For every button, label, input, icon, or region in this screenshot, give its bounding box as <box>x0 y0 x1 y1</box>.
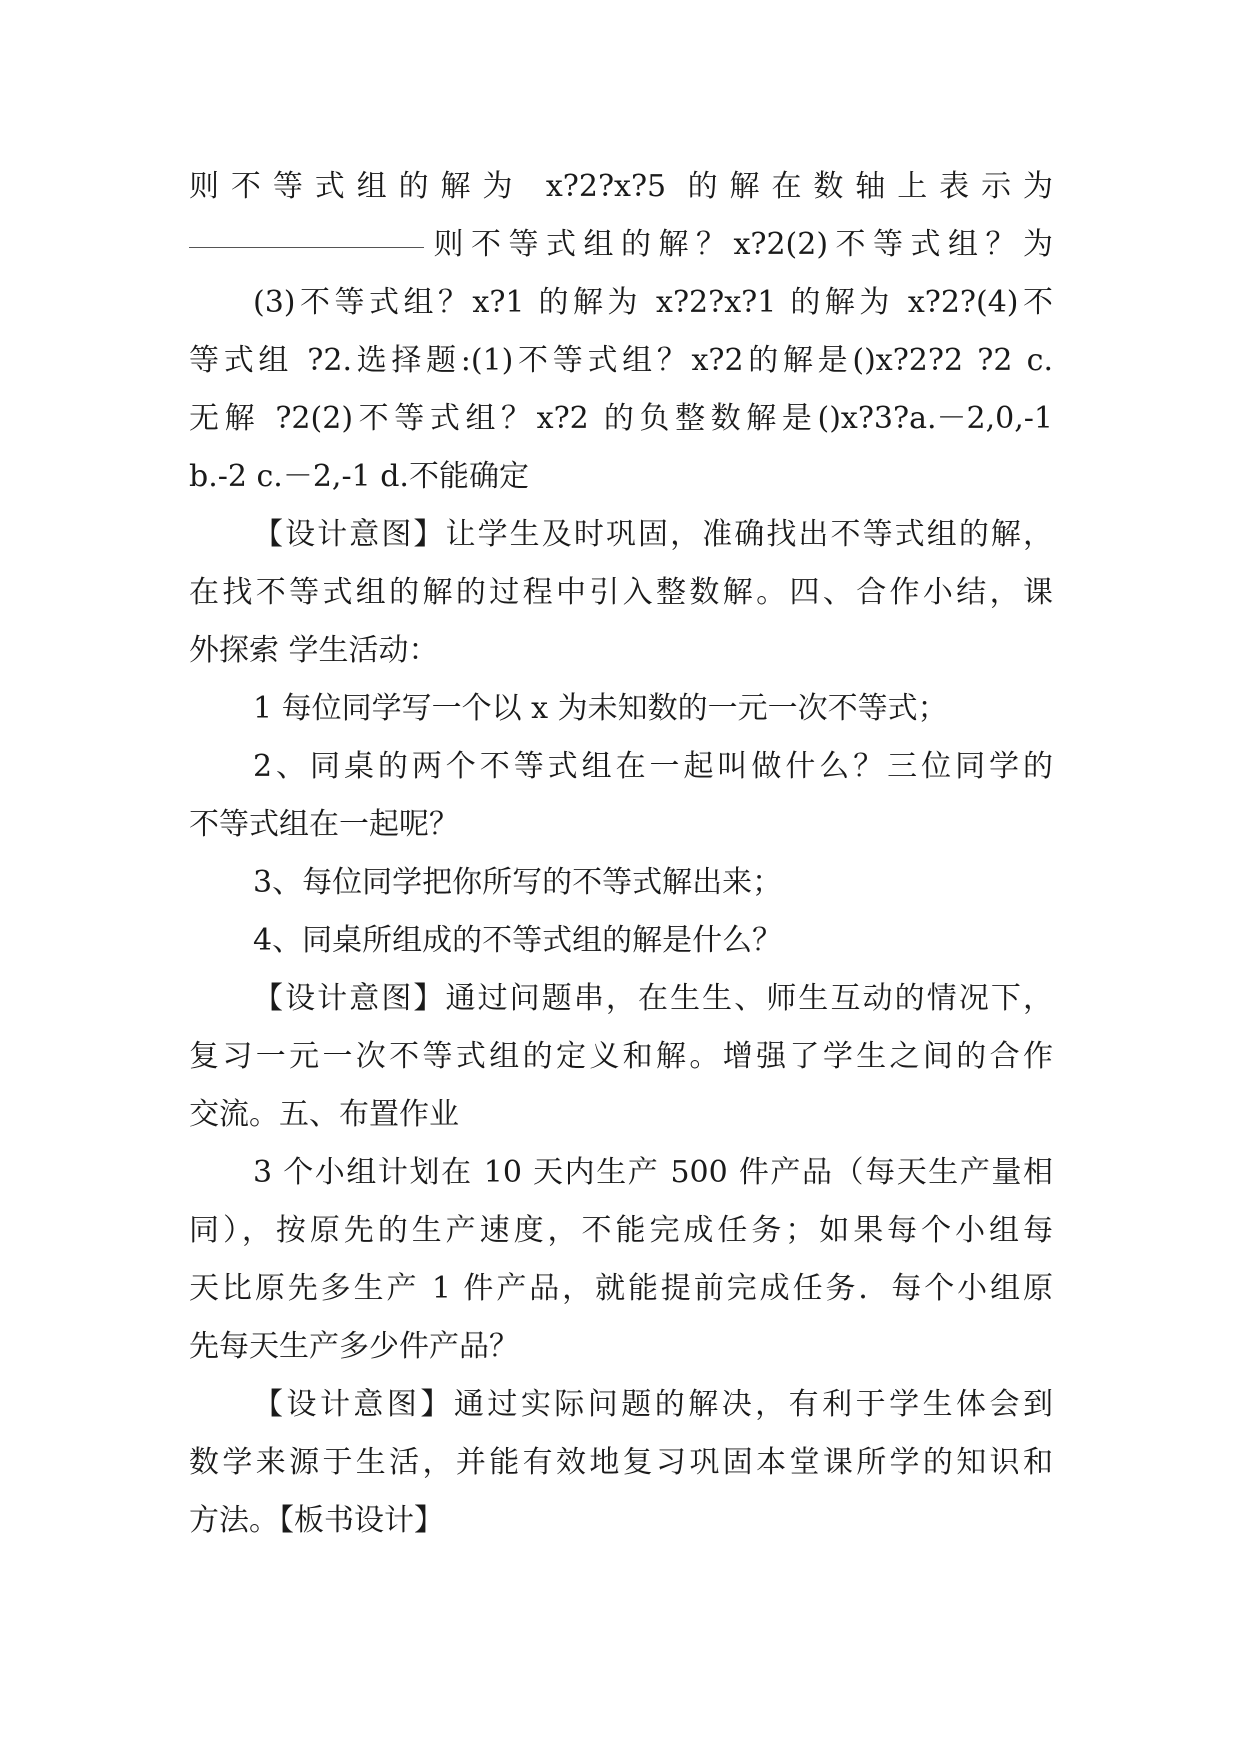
text-line: 等式组 ?2.选择题:(1)不等式组？x?2的解是()x?2?2 ?2 c. <box>189 343 1053 378</box>
answer-blank <box>189 245 424 248</box>
text-line: 3 个小组计划在 10 天内生产 500 件产品（每天生产量相 <box>253 1155 1053 1190</box>
text-line: 2、同桌的两个不等式组在一起叫做什么？三位同学的 <box>253 749 1053 784</box>
text-line: 1 每位同学写一个以 x 为未知数的一元一次不等式； <box>253 691 948 726</box>
text-line-with-blank <box>189 216 1053 274</box>
text-line: b.-2 c.－2,-1 d.不能确定 <box>189 459 529 494</box>
text-line: 复习一元一次不等式组的定义和解。增强了学生之间的合作 <box>189 1039 1053 1074</box>
text-fragment: 则不等式组的解？x?2(2)不等式组？为 <box>426 227 1053 262</box>
text-line: 【设计意图】通过实际问题的解决，有利于学生体会到 <box>253 1387 1053 1422</box>
document-body <box>189 158 1053 1550</box>
text-line: 外探索 学生活动： <box>189 633 439 668</box>
text-line: 交流。五、布置作业 <box>189 1097 459 1132</box>
text-line: 在找不等式组的解的过程中引入整数解。四、合作小结，课 <box>189 575 1053 610</box>
text-line: (3)不等式组？x?1 的解为 x?2?x?1 的解为 x?2?(4)不 <box>253 285 1053 320</box>
text-line: 方法。【板书设计】 <box>189 1503 444 1538</box>
text-line: 天比原先多生产 1 件产品，就能提前完成任务．每个小组原 <box>189 1271 1053 1306</box>
text-line: 无解 ?2(2)不等式组？x?2 的负整数解是()x?3?a.－2,0,-1 <box>189 401 1053 436</box>
text-line: 同），按原先的生产速度，不能完成任务；如果每个小组每 <box>189 1213 1053 1248</box>
text-line: 数学来源于生活，并能有效地复习巩固本堂课所学的知识和 <box>189 1445 1053 1480</box>
text-line: 先每天生产多少件产品？ <box>189 1329 519 1364</box>
text-line: 3、每位同学把你所写的不等式解出来； <box>253 865 783 900</box>
text-line: 不等式组在一起呢？ <box>189 807 459 842</box>
text-line: 【设计意图】通过问题串，在生生、师生互动的情况下， <box>253 981 1053 1016</box>
text-line: 【设计意图】让学生及时巩固，准确找出不等式组的解， <box>253 517 1053 552</box>
text-line: 则不等式组的解为 x?2?x?5 的解在数轴上表示为 <box>189 169 1053 204</box>
text-line: 4、同桌所组成的不等式组的解是什么？ <box>253 923 783 958</box>
